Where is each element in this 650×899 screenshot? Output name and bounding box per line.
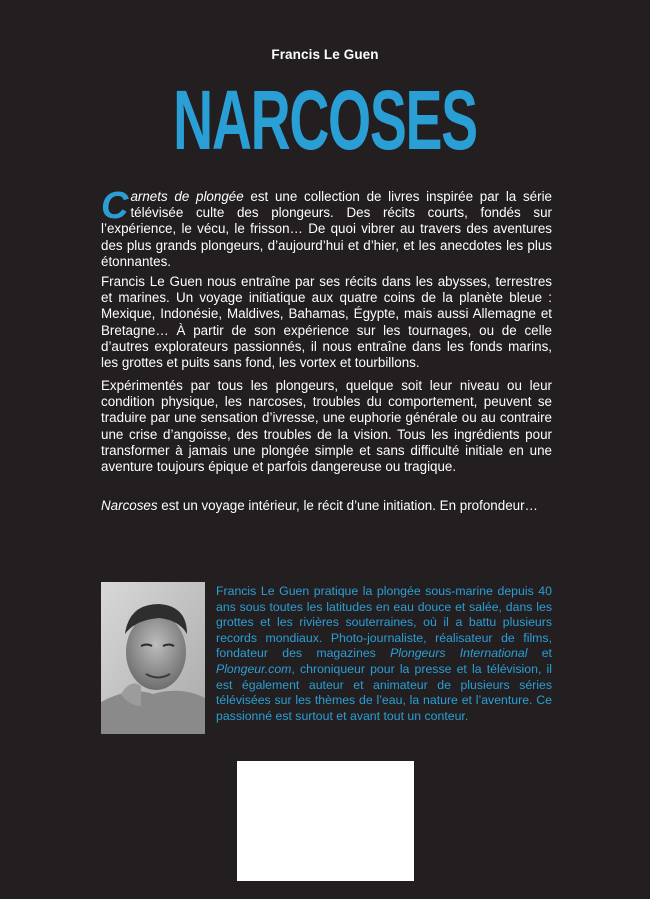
barcode-placeholder xyxy=(237,761,414,881)
closing-text: est un voyage intérieur, le récit d’une initiation. En profondeur… xyxy=(157,498,538,513)
summary-paragraph-1: Francis Le Guen nous entraîne par ses récits dans les abysses, terrestres et marines. Un voyage initiatique aux quatre coins de la planète bleue : Mexique, Indonésie, Maldives, Bahamas, Égypte, mais aussi Allemagne et Bretagne… À partir de son expérience sur les tournages, ou de celle d’autres explorateurs passionnés, il nous entraîne dans les fonds marins, les grottes et puits sans fond, les vortex et tourbillons. xyxy=(101,274,552,371)
book-title: NARCOSES xyxy=(173,73,477,167)
drop-cap: C xyxy=(101,185,129,227)
author-bio xyxy=(216,584,552,724)
intro-text: est une collection de livres inspirée par la série télévisée culte des plongeurs. Des récits courts, fondés sur l’expérience, le vécu, le frisson… De quoi vibrer au travers des aventures des plus grands plongeurs, d’aujourd’hui et d’hier, et les anecdotes les plus étonnantes. xyxy=(101,189,552,269)
bio-text-3: , chroniqueur pour la presse et la télévision, il est également auteur et animateur de plusieurs séries télévisées sur les thèmes de l’eau, la nature et l’aventure. Ce passionné est surtout et avant tout un conteur. xyxy=(216,661,552,723)
closing-paragraph xyxy=(101,498,552,514)
bio-text-1: Francis Le Guen pratique la plongée sous-marine depuis 40 ans sous toutes les latitudes en eau douce et salée, dans les grottes et les rivières souterraines, où il a battu plusieurs records mondiaux. Photo-journaliste, réalisateur de films, fondateur des magazines xyxy=(216,584,552,661)
summary-paragraph-2: Expérimentés par tous les plongeurs, quelque soit leur niveau ou leur condition physique, les narcoses, troubles du comportement, peuvent se traduire par une sensation d’ivresse, une euphorie générale ou au contraire une crise d’angoisse, des troubles de la vision. Tous les ingrédients pour transformer à jamais une plongée simple et sans difficulté initiale en une aventure toujours épique et parfois dangereuse ou tragique. xyxy=(101,378,552,475)
author-photo xyxy=(101,582,205,734)
intro-paragraph xyxy=(101,185,552,270)
author-name: Francis Le Guen xyxy=(271,47,379,62)
bio-magazine-1: Plongeurs International xyxy=(390,646,528,661)
series-name: arnets de plongée xyxy=(130,189,244,204)
author-portrait-image xyxy=(101,582,205,734)
bio-text-2: et xyxy=(527,646,552,661)
closing-title: Narcoses xyxy=(101,498,158,513)
bio-magazine-2: Plongeur.com xyxy=(216,661,292,676)
